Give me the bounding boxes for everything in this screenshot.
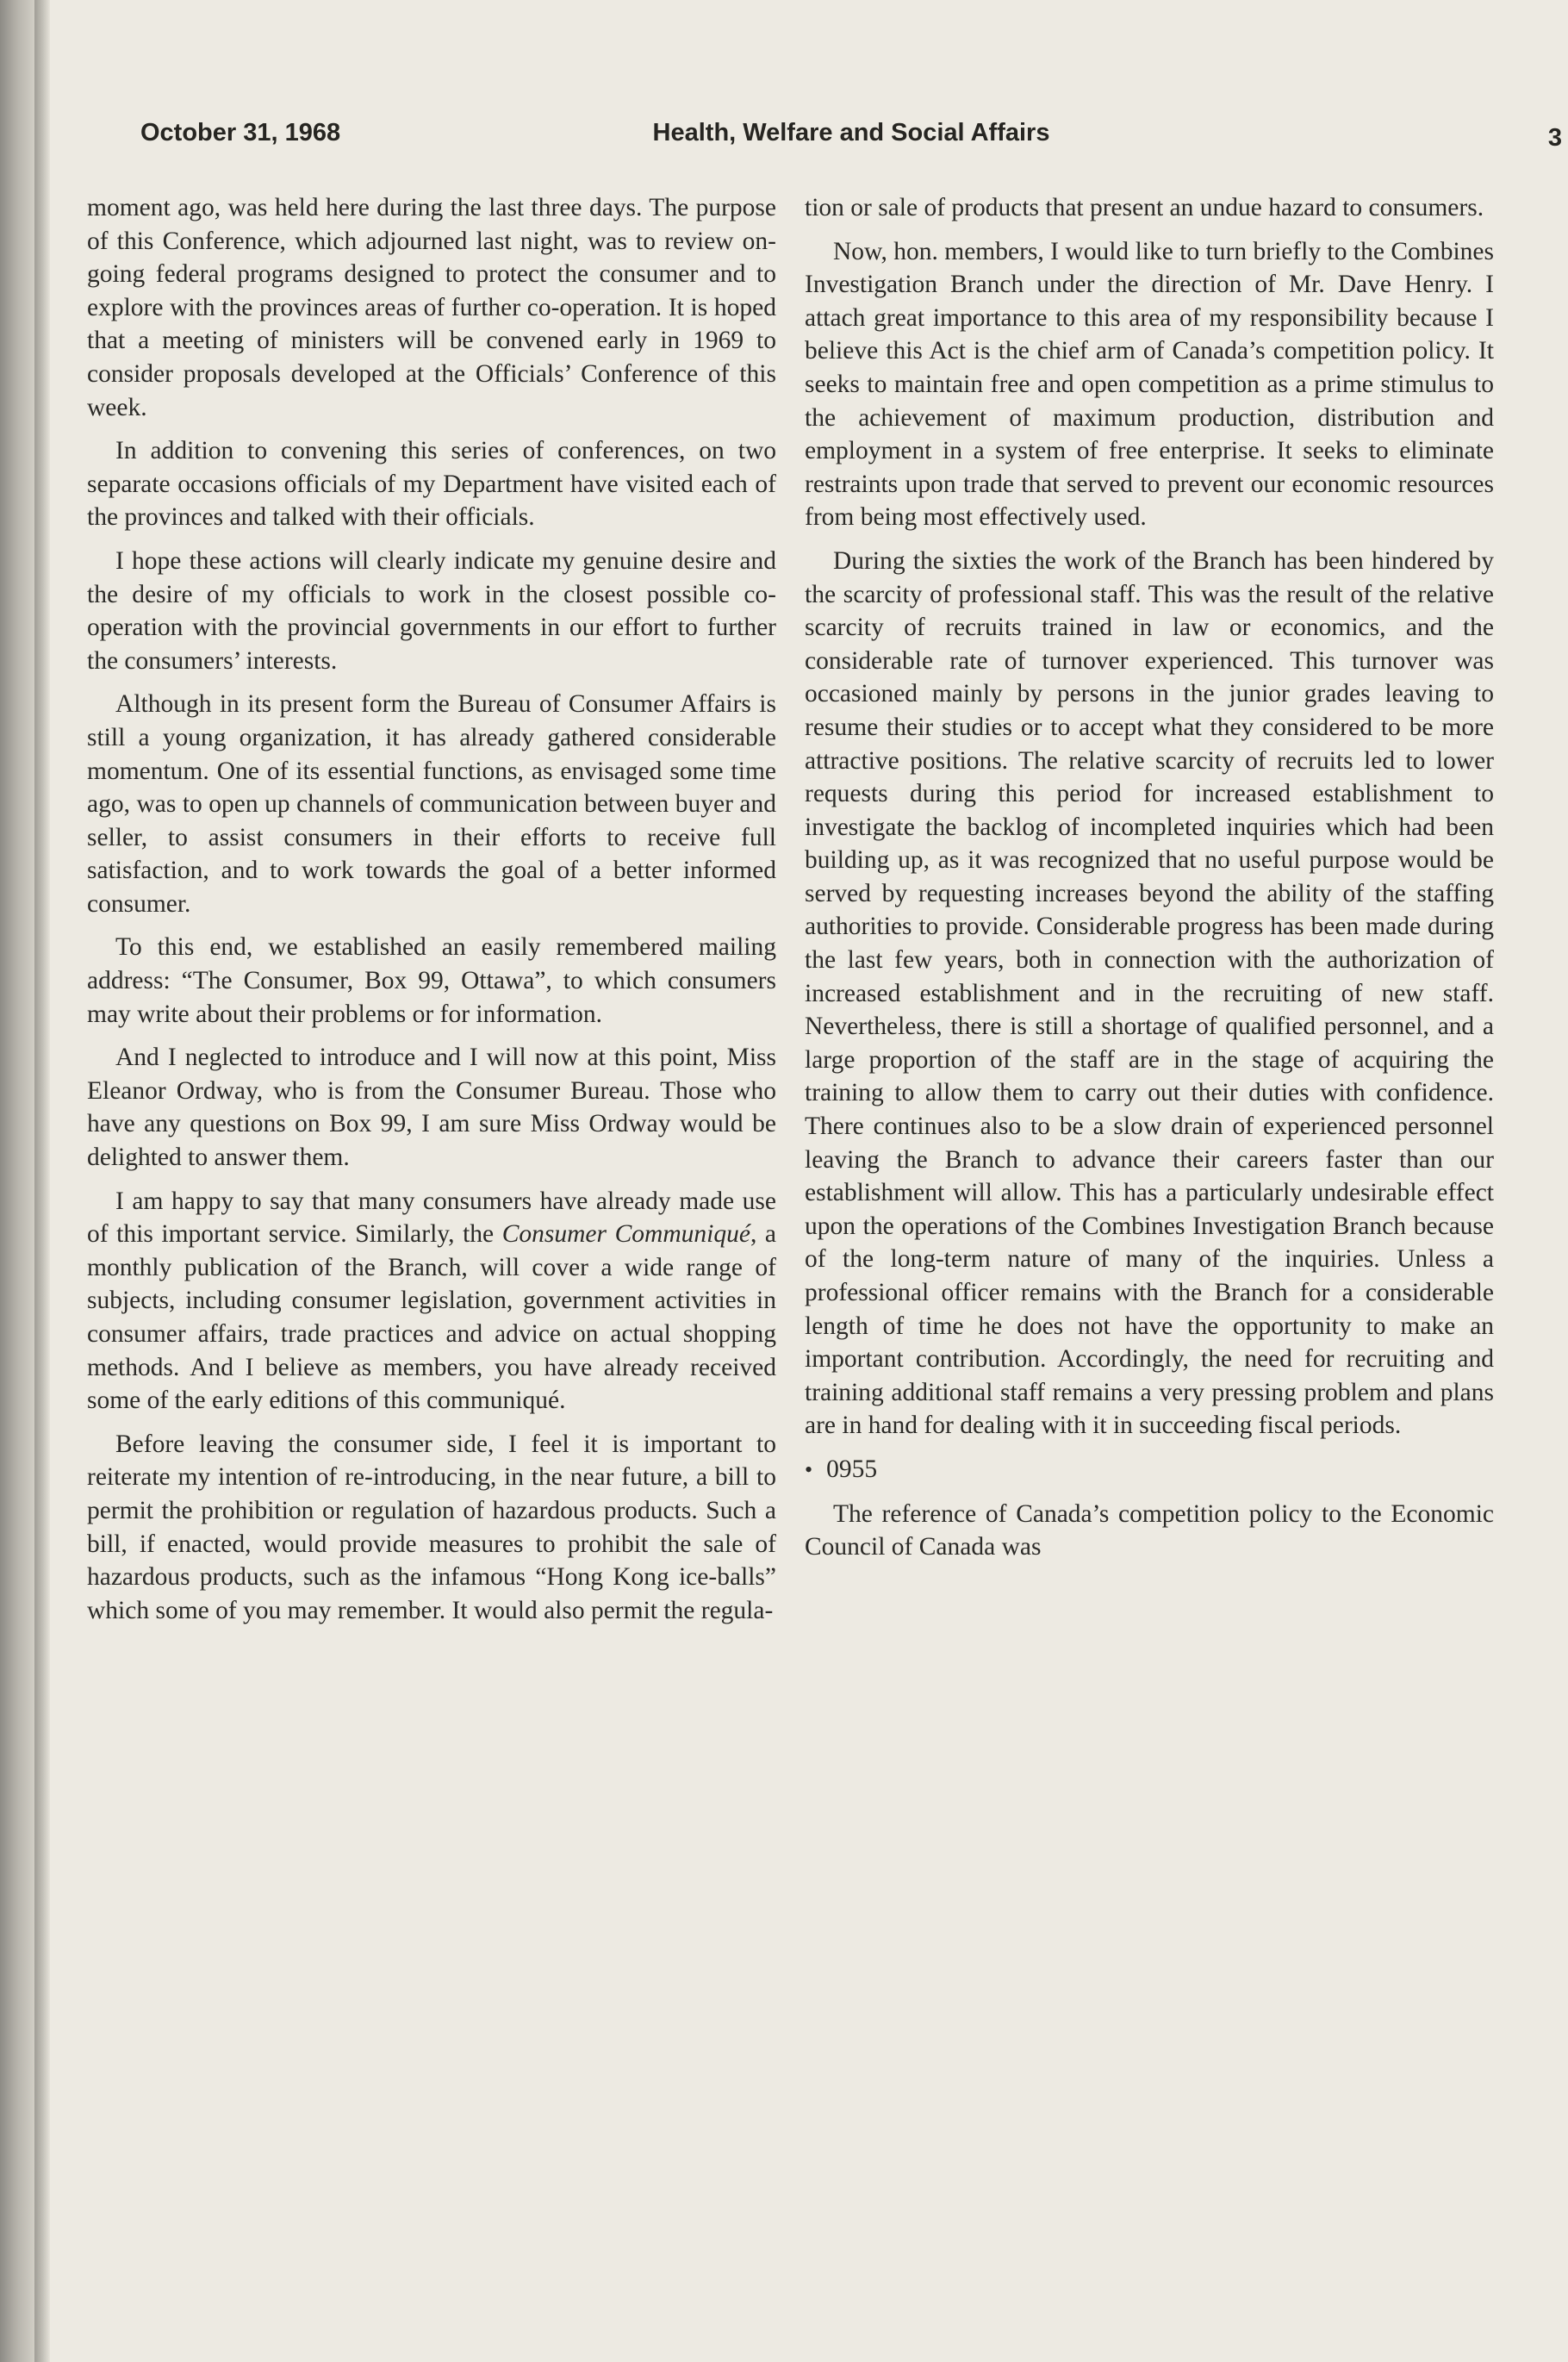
page-number: 3	[1547, 124, 1562, 152]
bullet-icon: •	[805, 1456, 813, 1482]
running-header	[140, 119, 1562, 160]
left-column	[87, 191, 776, 1637]
paragraph: To this end, we established an easily remembered mailing address: “The Consumer, Box 99, Ottawa”, to which consumers may write about their problems or for information.	[87, 933, 776, 1028]
binding-shadow	[34, 0, 50, 2362]
time-marker-text: 0955	[826, 1455, 878, 1483]
paragraph: Before leaving the consumer side, I feel it is important to reiterate my intention of re-introducing, in the near future, a bill to permit the prohibition or regulation of hazardous products. Such a bill, if enacted, would provide measures to prohibit the sale of hazardous products, such as the infamous “Hong Kong ice-balls” which some of you may remember. It would also permit the regula-	[87, 1430, 776, 1624]
paragraph-text: I am happy to say that many consumers have already made use of this important service. Similarly, the	[87, 1187, 776, 1249]
document-page	[50, 0, 1568, 2362]
time-marker	[805, 1453, 1494, 1487]
paragraph: Although in its present form the Bureau of Consumer Affairs is still a young organization, it has already gathered considerable momentum. One of its essential functions, as envisaged some time ago, was to open up channels of communication between buyer and seller, to assist consumers in their efforts to receive full satisfaction, and to work towards the goal of a better informed consumer.	[87, 690, 776, 918]
header-date: October 31, 1968	[140, 119, 341, 146]
publication-title: Consumer Communiqué	[501, 1220, 750, 1249]
paragraph-text: , a monthly publication of the Branch, will cover a wide range of subjects, including consumer legislation, government activities in consumer affairs, trade practices and advice on actual shopping methods. And I believe as members, you have already received some of the early editions of this communiqué.	[87, 1220, 777, 1415]
paragraph: And I neglected to introduce and I will now at this point, Miss Eleanor Ordway, who is from the Consumer Bureau. Those who have any questions on Box 99, I am sure Miss Ordway would be delighted to answer them.	[87, 1044, 776, 1172]
paragraph	[87, 1185, 776, 1418]
right-column	[805, 191, 1494, 1574]
paragraph: tion or sale of products that present an undue hazard to consumers.	[805, 194, 1484, 221]
paragraph: During the sixties the work of the Branch has been hindered by the scarcity of professional staff. This was the result of the relative scarcity of recruits trained in law or economics, and the considerable rate of turnover experienced. This turnover was occasioned mainly by persons in the junior grades leaving to resume their studies or to accept what they considered to be more attractive positions. The relative scarcity of recruits led to lower requests during this period for increased establishment to investigate the backlog of incompleted inquiries which had been building up, as it was recognized that no useful purpose would be served by requesting increases beyond the ability of the staffing authorities to provide. Considerable progress has been made during the last few years, both in connection with the authorization of increased establishment and in the recruiting of new staff. Nevertheless, there is still a shortage of qualified personnel, and a large proportion of the staff are in the stage of acquiring the training to allow them to carry out their duties with confidence. There continues also to be a slow drain of experienced personnel leaving the Branch to advance their careers faster than our establishment will allow. This has a particularly undesirable effect upon the operations of the Combines Investigation Branch because of the long-term nature of many of the inquiries. Unless a professional officer remains with the Branch for a considerable length of time he does not have the opportunity to make an important contribution. Accordingly, the need for recruiting and training additional staff remains a very pressing problem and plans are in hand for dealing with it in succeeding fiscal periods.	[805, 546, 1494, 1440]
paragraph: In addition to convening this series of conferences, on two separate occasions officials of my Department have visited each of the provinces and talked with their officials.	[87, 437, 776, 532]
paragraph: Now, hon. members, I would like to turn briefly to the Combines Investigation Branch under the direction of Mr. Dave Henry. I attach great importance to this area of my responsibility because I believe this Act is the chief arm of Canada’s competition policy. It seeks to maintain free and open competition as a prime stimulus to the achievement of maximum production, distribution and employment in a system of free enterprise. It seeks to eliminate restraints upon trade that served to prevent our economic resources from being most effectively used.	[805, 237, 1494, 532]
paragraph: moment ago, was held here during the last three days. The purpose of this Conference, which adjourned last night, was to review on-going federal programs designed to protect the consumer and to explore with the provinces areas of further co-operation. It is hoped that a meeting of ministers will be convened early in 1969 to consider proposals developed at the Officials’ Conference of this week.	[87, 194, 776, 421]
paragraph: The reference of Canada’s competition policy to the Economic Council of Canada was	[805, 1499, 1494, 1561]
paragraph: I hope these actions will clearly indicate my genuine desire and the desire of my officials to work in the closest possible co-operation with the provincial governments in our effort to further the consumers’ interests.	[87, 546, 776, 675]
header-title: Health, Welfare and Social Affairs	[652, 119, 1050, 146]
